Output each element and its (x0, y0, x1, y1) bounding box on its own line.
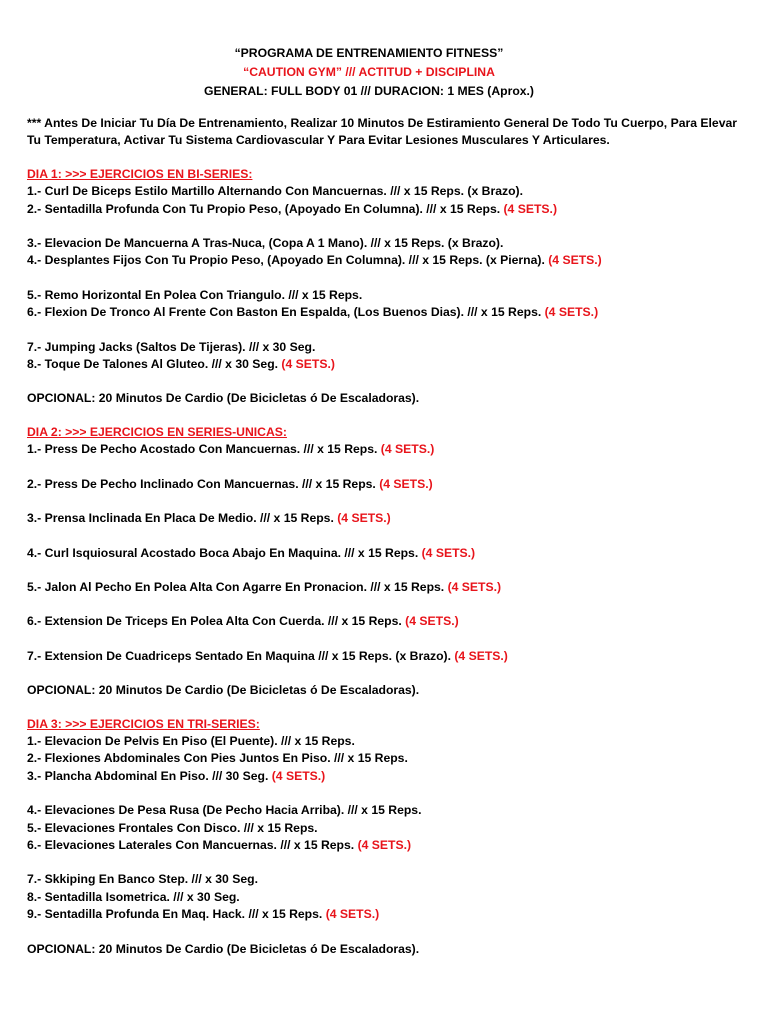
exercise-group (27, 287, 747, 322)
exercise-line (27, 183, 747, 200)
day-section (27, 716, 747, 958)
exercise-group (27, 613, 747, 630)
exercise-text: 5.- Jalon Al Pecho En Polea Alta Con Agarre En Pronacion. /// x 15 Reps. (27, 579, 448, 594)
exercise-line (27, 304, 747, 321)
gym-subtitle: “CAUTION GYM” /// ACTITUD + DISCIPLINA (243, 65, 495, 79)
exercise-text: 5.- Elevaciones Frontales Con Disco. /// x 15 Reps. (27, 820, 318, 835)
exercise-line (27, 441, 747, 458)
sets-label: (4 SETS.) (421, 545, 476, 560)
exercise-line (27, 510, 747, 527)
exercise-line (27, 287, 747, 304)
exercise-line (27, 476, 747, 493)
exercise-text: 8.- Toque De Talones Al Gluteo. /// x 30 Seg. (27, 357, 282, 372)
exercise-text: 2.- Sentadilla Profunda Con Tu Propio Peso, (Apoyado En Columna). /// x 15 Reps. (27, 201, 504, 216)
exercise-group (27, 183, 747, 218)
exercise-line (27, 802, 747, 819)
exercise-text: 7.- Skkiping En Banco Step. /// x 30 Seg. (27, 872, 258, 887)
sets-label: (4 SETS.) (503, 201, 557, 216)
document (27, 44, 747, 958)
exercise-text: 5.- Remo Horizontal En Polea Con Triangulo. /// x 15 Reps. (27, 287, 363, 302)
exercise-group (27, 545, 747, 562)
exercise-line (27, 750, 747, 767)
exercise-group (27, 235, 747, 270)
day-section (27, 166, 747, 408)
intro-paragraph: *** Antes De Iniciar Tu Día De Entrenamiento, Realizar 10 Minutos De Estiramiento General De Todo Tu Cuerpo, Para Elevar Tu Temperatura, Activar Tu Sistema Cardiovascular Y Para Evitar Lesiones Musculares Y Articulares. (27, 116, 737, 148)
sets-label: (4 SETS.) (337, 511, 391, 526)
sets-label: (4 SETS.) (544, 305, 599, 320)
exercise-text: 4.- Desplantes Fijos Con Tu Propio Peso, (Apoyado En Columna). /// x 15 Reps. (x Pierna). (27, 253, 549, 268)
exercise-line (27, 339, 747, 356)
exercise-text: 3.- Elevacion De Mancuerna A Tras-Nuca, (Copa A 1 Mano). /// x 15 Reps. (x Brazo). (27, 236, 504, 251)
sets-label: (4 SETS.) (357, 837, 412, 852)
exercise-text: 2.- Flexiones Abdominales Con Pies Juntos En Piso. /// x 15 Reps. (27, 751, 408, 766)
exercise-line (27, 579, 747, 596)
exercise-line (27, 889, 747, 906)
exercise-line (27, 906, 747, 923)
day-heading: DIA 3: >>> EJERCICIOS EN TRI-SERIES: (27, 716, 260, 731)
program-title: “PROGRAMA DE ENTRENAMIENTO FITNESS” (234, 46, 504, 60)
sets-label: (4 SETS.) (548, 253, 602, 268)
days-container (27, 166, 747, 958)
sets-label: (4 SETS.) (281, 357, 335, 372)
exercise-group (27, 648, 747, 665)
sets-label: (4 SETS.) (325, 907, 380, 922)
sets-label: (4 SETS.) (380, 442, 435, 457)
exercise-group (27, 441, 747, 458)
exercise-line (27, 545, 747, 562)
sets-label: (4 SETS.) (454, 648, 508, 663)
optional-cardio: OPCIONAL: 20 Minutos De Cardio (De Bicicletas ó De Escaladoras). (27, 941, 420, 956)
exercise-group (27, 476, 747, 493)
exercise-line (27, 613, 747, 630)
exercise-line (27, 252, 747, 269)
exercise-text: 9.- Sentadilla Profunda En Maq. Hack. /// x 15 Reps. (27, 907, 326, 922)
exercise-text: 1.- Curl De Biceps Estilo Martillo Alternando Con Mancuernas. /// x 15 Reps. (x Brazo). (27, 184, 523, 199)
exercise-text: 3.- Plancha Abdominal En Piso. /// 30 Seg. (27, 768, 272, 783)
exercise-text: 1.- Press De Pecho Acostado Con Mancuernas. /// x 15 Reps. (27, 442, 381, 457)
exercise-text: 8.- Sentadilla Isometrica. /// x 30 Seg. (27, 889, 240, 904)
sets-label: (4 SETS.) (447, 579, 502, 594)
exercise-text: 4.- Elevaciones De Pesa Rusa (De Pecho Hacia Arriba). /// x 15 Reps. (27, 803, 422, 818)
exercise-text: 4.- Curl Isquiosural Acostado Boca Abajo En Maquina. /// x 15 Reps. (27, 545, 422, 560)
exercise-text: 6.- Flexion De Tronco Al Frente Con Baston En Espalda, (Los Buenos Dias). /// x 15 Reps. (27, 305, 545, 320)
exercise-text: 7.- Jumping Jacks (Saltos De Tijeras). /// x 30 Seg. (27, 339, 316, 354)
exercise-group (27, 871, 747, 923)
exercise-line (27, 235, 747, 252)
exercise-group (27, 510, 747, 527)
sets-label: (4 SETS.) (379, 476, 433, 491)
exercise-line (27, 648, 747, 665)
exercise-text: 2.- Press De Pecho Inclinado Con Mancuernas. /// x 15 Reps. (27, 476, 380, 491)
optional-cardio: OPCIONAL: 20 Minutos De Cardio (De Bicicletas ó De Escaladoras). (27, 391, 420, 406)
exercise-text: 6.- Elevaciones Laterales Con Mancuernas. /// x 15 Reps. (27, 837, 358, 852)
sets-label: (4 SETS.) (271, 768, 326, 783)
exercise-text: 7.- Extension De Cuadriceps Sentado En Maquina /// x 15 Reps. (x Brazo). (27, 648, 455, 663)
sets-label: (4 SETS.) (405, 614, 459, 629)
exercise-line (27, 820, 747, 837)
exercise-group (27, 733, 747, 785)
general-subtitle: GENERAL: FULL BODY 01 /// DURACION: 1 MES (Aprox.) (204, 84, 534, 98)
day-section (27, 424, 747, 700)
exercise-line (27, 768, 747, 785)
title-block (0, 44, 747, 101)
exercise-line (27, 871, 747, 888)
exercise-text: 3.- Prensa Inclinada En Placa De Medio. /// x 15 Reps. (27, 511, 338, 526)
exercise-text: 6.- Extension De Triceps En Polea Alta Con Cuerda. /// x 15 Reps. (27, 614, 406, 629)
exercise-group (27, 339, 747, 374)
exercise-line (27, 201, 747, 218)
exercise-group (27, 802, 747, 854)
exercise-line (27, 356, 747, 373)
exercise-line (27, 733, 747, 750)
day-heading: DIA 1: >>> EJERCICIOS EN BI-SERIES: (27, 166, 253, 181)
exercise-line (27, 837, 747, 854)
optional-cardio: OPCIONAL: 20 Minutos De Cardio (De Bicicletas ó De Escaladoras). (27, 683, 420, 698)
exercise-group (27, 579, 747, 596)
exercise-text: 1.- Elevacion De Pelvis En Piso (El Puente). /// x 15 Reps. (27, 733, 355, 748)
day-heading: DIA 2: >>> EJERCICIOS EN SERIES-UNICAS: (27, 424, 287, 439)
